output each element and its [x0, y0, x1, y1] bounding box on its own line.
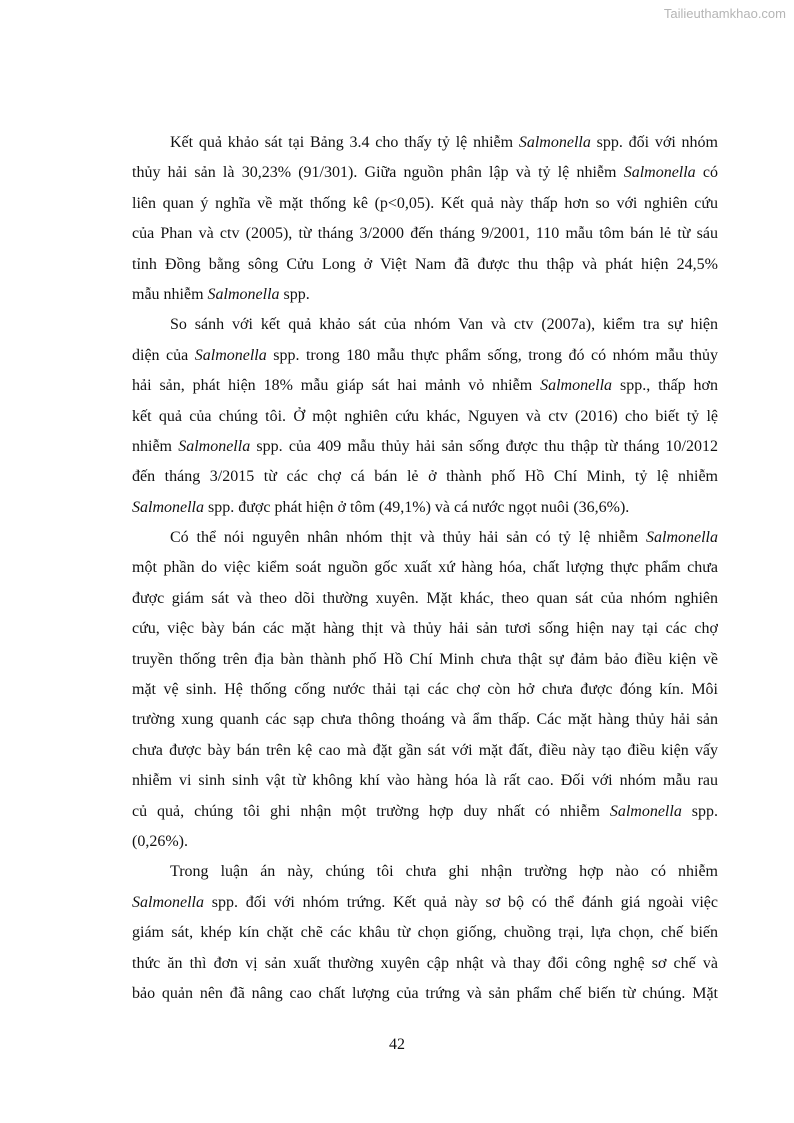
text-segment: spp. đối với nhóm — [590, 134, 718, 151]
text-line — [132, 128, 718, 158]
text-segment: spp. — [681, 802, 718, 820]
text-segment: có — [695, 164, 718, 182]
text-segment: Trong luận án này, chúng tôi chưa ghi nhận trường hợp nào có nhiễm — [170, 863, 718, 881]
italic-term: Salmonella — [132, 498, 204, 516]
paragraph — [132, 128, 718, 310]
text-segment: spp. trong 180 mẫu thực phẩm sống, trong đó có nhóm mẫu thủy — [266, 346, 718, 364]
text-segment: thủy hải sản là 30,23% (91/301). Giữa nguồn phân lập và tỷ lệ nhiễm — [132, 164, 624, 182]
text-segment: trường xung quanh các sạp chưa thông thoáng và ẩm thấp. Các mặt hàng thủy hải sản — [132, 711, 718, 729]
text-segment: giám sát, khép kín chặt chẽ các khâu từ chọn giống, chuồng trại, lựa chọn, chế biến — [132, 924, 718, 942]
paragraph — [132, 310, 718, 523]
text-segment: mặt vệ sinh. Hệ thống cống nước thải tại các chợ còn hở chưa được đóng kín. Môi — [132, 681, 718, 699]
text-line — [132, 979, 718, 1009]
text-segment: Có thể nói nguyên nhân nhóm thịt và thủy hải sản có tỷ lệ nhiễm — [170, 529, 646, 547]
text-line — [132, 523, 718, 553]
text-segment: spp. — [279, 285, 310, 303]
text-segment: mẫu nhiễm — [132, 285, 208, 303]
text-line — [132, 675, 718, 705]
text-line — [132, 857, 718, 887]
paragraph — [132, 857, 718, 1009]
text-segment: cứu, việc bày bán các mặt hàng thịt và thủy hải sản tươi sống hiện nay tại các chợ — [132, 620, 718, 638]
text-line — [132, 493, 718, 523]
italic-term: Salmonella — [609, 802, 682, 820]
text-line — [132, 705, 718, 735]
watermark: Tailieuthamkhao.com — [663, 6, 786, 21]
text-segment: kết quả của chúng tôi. Ở một nghiên cứu khác, Nguyen và ctv (2016) cho biết tỷ lệ — [132, 407, 718, 425]
text-line — [132, 827, 718, 857]
text-segment: của Phan và ctv (2005), từ tháng 3/2000 đến tháng 9/2001, 110 mẫu tôm bán lẻ từ sáu — [132, 225, 718, 243]
text-line — [132, 888, 718, 918]
text-segment: tỉnh Đồng bằng sông Cửu Long ở Việt Nam đã được thu thập và phát hiện 24,5% — [132, 255, 718, 273]
text-segment: spp. đối với nhóm trứng. Kết quả này sơ bộ có thể đánh giá ngoài việc — [204, 893, 718, 911]
text-line — [132, 918, 718, 948]
text-segment: So sánh với kết quả khảo sát của nhóm Van và ctv (2007a), kiểm tra sự hiện — [170, 316, 718, 334]
text-segment: bảo quản nên đã nâng cao chất lượng của trứng và sản phẩm chế biến từ chúng. Mặt — [132, 984, 718, 1002]
text-segment: spp. của 409 mẫu thủy hải sản sống được thu thập từ tháng 10/2012 — [250, 437, 718, 455]
text-line — [132, 553, 718, 583]
text-segment: một phần do việc kiểm soát nguồn gốc xuất xứ hàng hóa, chất lượng thực phẩm chưa — [132, 559, 718, 577]
italic-term: Salmonella — [540, 377, 613, 395]
text-line — [132, 736, 718, 766]
document-body — [132, 128, 718, 1009]
text-segment: (0,26%). — [132, 832, 188, 850]
text-line — [132, 371, 718, 401]
paragraph — [132, 523, 718, 857]
text-line — [132, 158, 718, 188]
text-segment: chưa được bày bán trên kệ cao mà đặt gần sát với mặt đất, điều này tạo điều kiện vấy — [132, 741, 718, 759]
text-segment: nhiễm vi sinh sinh vật từ không khí vào hàng hóa là rất cao. Đối với nhóm mẫu rau — [132, 772, 718, 790]
text-segment: hải sản, phát hiện 18% mẫu giáp sát hai mảnh vỏ nhiễm — [132, 377, 541, 395]
italic-term: Salmonella — [518, 134, 591, 151]
text-line — [132, 614, 718, 644]
italic-term: Salmonella — [207, 285, 280, 303]
italic-term: Salmonella — [194, 346, 267, 364]
text-segment: đến tháng 3/2015 từ các chợ cá bán lẻ ở thành phố Hồ Chí Minh, tỷ lệ nhiễm — [132, 468, 718, 486]
text-line — [132, 797, 718, 827]
text-line — [132, 949, 718, 979]
text-segment: diện của — [132, 346, 195, 364]
text-line — [132, 645, 718, 675]
text-segment: thức ăn thì đơn vị sản xuất thường xuyên cập nhật và thay đổi công nghệ sơ chế và — [132, 954, 718, 972]
text-line — [132, 310, 718, 340]
italic-term: Salmonella — [646, 529, 718, 547]
page-number: 42 — [389, 1036, 405, 1053]
italic-term: Salmonella — [132, 893, 204, 911]
text-line — [132, 189, 718, 219]
text-segment: nhiễm — [132, 437, 179, 455]
text-segment: Kết quả khảo sát tại Bảng 3.4 cho thấy tỷ lệ nhiễm — [170, 134, 519, 151]
text-segment: được giám sát và theo dõi thường xuyên. Mặt khác, theo quan sát của nhóm nghiên — [132, 589, 718, 607]
text-line — [132, 341, 718, 371]
text-line — [132, 402, 718, 432]
text-segment: liên quan ý nghĩa về mặt thống kê (p<0,05). Kết quả này thấp hơn so với nghiên cứu — [132, 194, 718, 212]
text-segment: truyền thống trên địa bàn thành phố Hồ Chí Minh chưa thật sự đảm bảo điều kiện về — [132, 650, 718, 668]
text-segment: củ quả, chúng tôi ghi nhận một trường hợp duy nhất có nhiễm — [132, 802, 610, 820]
text-segment: spp., thấp hơn — [612, 377, 718, 395]
text-line — [132, 219, 718, 249]
text-line — [132, 584, 718, 614]
text-line — [132, 766, 718, 796]
text-segment: spp. được phát hiện ở tôm (49,1%) và cá nước ngọt nuôi (36,6%). — [204, 498, 630, 516]
text-line — [132, 280, 718, 310]
text-line — [132, 462, 718, 492]
text-line — [132, 250, 718, 280]
italic-term: Salmonella — [178, 437, 251, 455]
text-line — [132, 432, 718, 462]
italic-term: Salmonella — [623, 164, 696, 182]
